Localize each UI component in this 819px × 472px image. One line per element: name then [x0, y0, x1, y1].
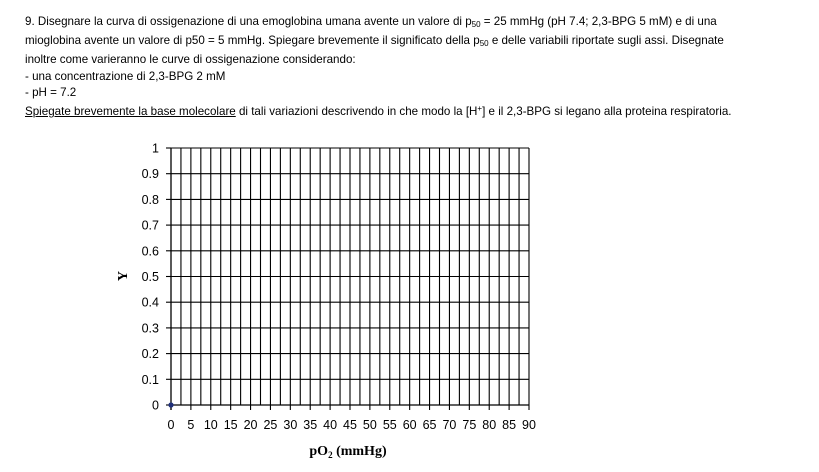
x-tick-label: 20: [243, 418, 258, 432]
y-tick-label: 0.8: [141, 192, 159, 207]
question-line-4: - una concentrazione di 2,3-BPG 2 mM: [25, 69, 226, 83]
y-tick-label: 0.2: [141, 347, 159, 362]
question-line-5: - pH = 7.2: [25, 85, 77, 99]
question-line-2: mioglobina avente un valore di p50 = 5 mmHg. Spiegare brevemente il significato della $p_{50}$ e delle variabili riportate sugli assi. Disegnate: [25, 34, 724, 49]
x-tick-label: 85: [502, 418, 517, 432]
x-tick-label: 0: [167, 418, 175, 432]
x-tick-label: 55: [382, 418, 397, 432]
data-point: [168, 402, 173, 407]
x-tick-label: 75: [462, 418, 477, 432]
x-tick-label: 25: [263, 418, 278, 432]
x-tick-label: 15: [223, 418, 238, 432]
y-axis-title: Y: [116, 270, 131, 282]
chart-grid: [171, 148, 529, 405]
x-tick-label: 35: [303, 418, 318, 432]
x-tick-label: 70: [442, 418, 457, 432]
x-tick-label: 80: [482, 418, 497, 432]
x-tick-label: 45: [343, 418, 357, 432]
x-tick-label: 90: [522, 418, 536, 432]
x-tick-label: 50: [362, 418, 377, 432]
question-line-6: Spiegate brevemente la base molecolare di tali variazioni descrivendo in che modo la [H+] e il 2,3-BPG si legano alla proteina respiratoria.: [25, 104, 732, 119]
question-line-1: 9. Disegnare la curva di ossigenazione di una emoglobina umana avente un valore di $p_{50} = 25$ mmHg (pH 7.4; 2,3-BPG 5 mM) e di una: [25, 15, 717, 29]
x-tick-label: 65: [422, 418, 437, 432]
y-tick-label: 0.7: [141, 218, 159, 233]
y-tick-label: 0.4: [141, 295, 159, 310]
x-tick-label: 5: [187, 418, 195, 432]
x-tick-label: 10: [203, 418, 218, 432]
y-tick-label: 1: [152, 141, 159, 156]
y-tick-label: 0.5: [141, 270, 159, 284]
y-tick-label: 0.3: [141, 321, 159, 336]
y-tick-label: 0.9: [141, 167, 159, 182]
question-line-3: inoltre come varieranno le curve di ossigenazione considerando:: [25, 53, 356, 67]
y-tick-label: 0.1: [141, 372, 159, 387]
chart-points: [168, 402, 173, 407]
x-tick-label: 40: [323, 418, 338, 432]
y-tick-label: 0: [152, 398, 159, 413]
x-tick-label: 30: [283, 418, 298, 432]
y-tick-label: 0.6: [141, 244, 159, 259]
x-axis-title: $pO_2$ (mmHg): [309, 444, 387, 460]
x-tick-label: 60: [402, 418, 417, 432]
